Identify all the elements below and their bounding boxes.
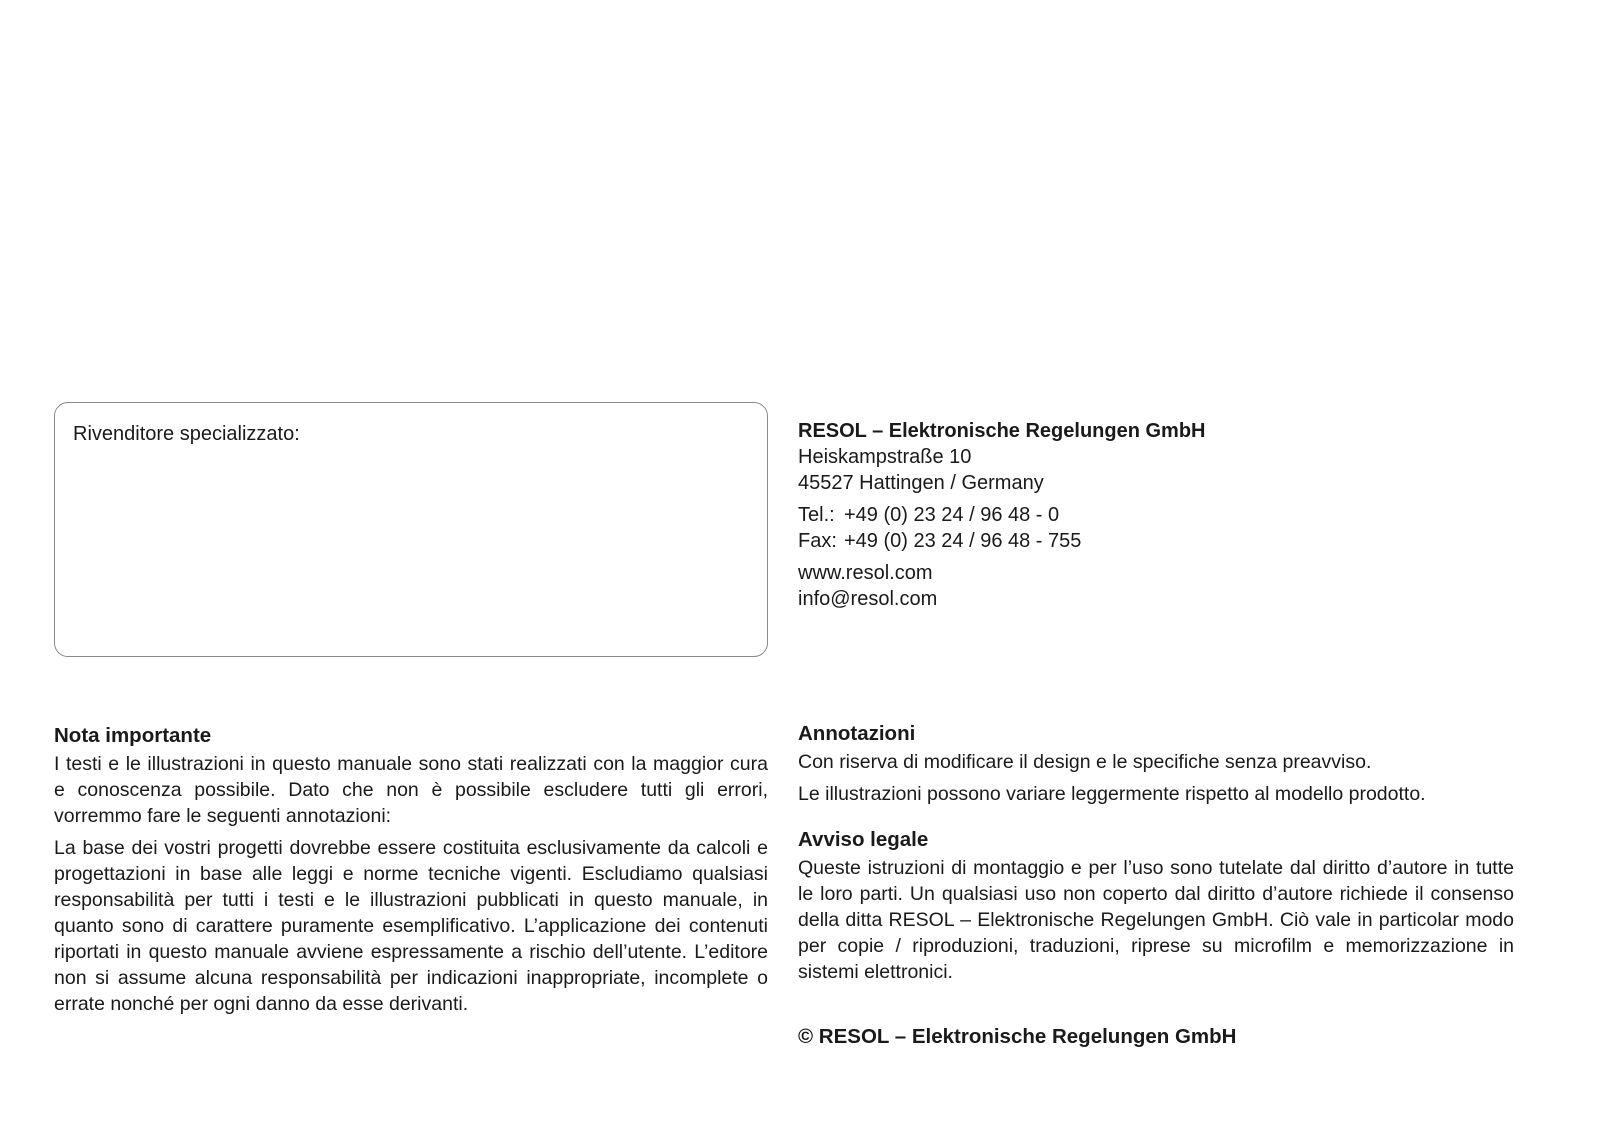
section-gap xyxy=(798,813,1514,827)
dealer-stamp-box xyxy=(54,402,768,657)
company-contact-block xyxy=(798,418,1518,618)
company-web xyxy=(798,560,1518,612)
company-tel xyxy=(798,502,1518,528)
company-street: Heiskampstraße 10 xyxy=(798,446,972,468)
fax-value: +49 (0) 23 24 / 96 48 - 755 xyxy=(844,530,1082,552)
dealer-label: Rivenditore specializzato: xyxy=(73,423,300,445)
company-email: info@resol.com xyxy=(798,588,938,610)
annotations-legal-section xyxy=(798,721,1514,991)
company-address xyxy=(798,444,1518,496)
company-fax xyxy=(798,528,1518,554)
legal-paragraph: Queste istruzioni di montaggio e per l’uso sono tutelate dal diritto d’autore in tutte le loro parti. Un qualsiasi uso non coperto dal diritto d’autore richiede il consenso della ditta RESOL – Elektronische Regelungen GmbH. Ciò vale in particolar modo per copie / riproduzioni, traduzioni, riprese su microfilm e memorizzazione in sistemi elettronici. xyxy=(798,857,1514,983)
copyright-notice: © RESOL – Elektronische Regelungen GmbH xyxy=(798,1025,1237,1048)
tel-label: Tel.: xyxy=(798,504,835,526)
annotations-line-1: Con riserva di modificare il design e le specifiche senza preavviso. xyxy=(798,751,1372,773)
important-note-heading: Nota importante xyxy=(54,724,212,747)
important-note-paragraph-1: I testi e le illustrazioni in questo manuale sono stati realizzati con la maggior cura e conoscenza possibile. Dato che non è possibile escludere tutti gli errori, vorremmo fare le seguenti annotazioni: xyxy=(54,753,768,827)
tel-value: +49 (0) 23 24 / 96 48 - 0 xyxy=(844,504,1060,526)
company-city: 45527 Hattingen / Germany xyxy=(798,472,1044,494)
company-name: RESOL – Elektronische Regelungen GmbH xyxy=(798,420,1206,442)
important-note-paragraph-2: La base dei vostri progetti dovrebbe essere costituita esclusivamente da calcoli e progettazioni in base alle leggi e norme tecniche vigenti. Escludiamo qualsiasi responsabilità per tutti i testi e le illustrazioni pubblicati in questo manuale, in quanto sono di carattere puramente esemplificativo. L’applicazione dei contenuti riportati in questo manuale avviene espressamente a rischio dell’utente. L’editore non si assume alcuna responsabilità per indicazioni inappropriate, incomplete o errate nonché per ogni danno da esse derivanti. xyxy=(54,837,768,1015)
company-website: www.resol.com xyxy=(798,562,933,584)
annotations-heading: Annotazioni xyxy=(798,722,916,745)
legal-heading: Avviso legale xyxy=(798,828,929,851)
fax-label: Fax: xyxy=(798,530,837,552)
annotations-line-2: Le illustrazioni possono variare leggermente rispetto al modello prodotto. xyxy=(798,783,1426,805)
company-phone-fax xyxy=(798,502,1518,554)
important-note-section xyxy=(54,723,768,1023)
